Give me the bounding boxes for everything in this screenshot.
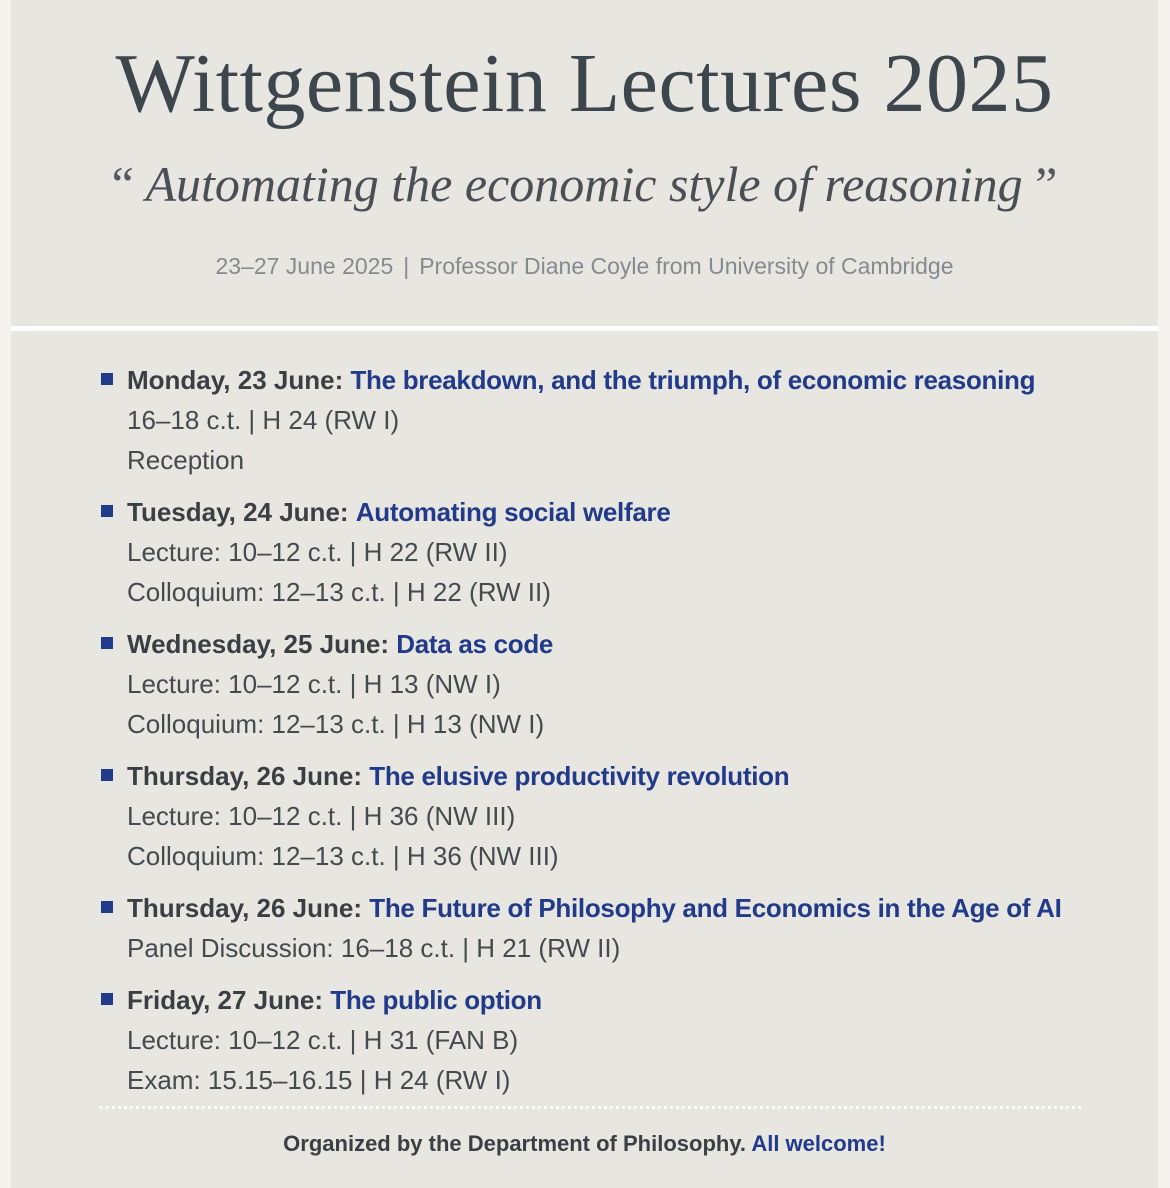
footer-organizer: Organized by the Department of Philosophy.: [283, 1131, 747, 1156]
entry-day: Friday, 27 June:: [127, 985, 324, 1015]
meta-separator: |: [403, 253, 410, 279]
entry-detail: Colloquium: 12–13 c.t. | H 13 (NW I): [127, 709, 545, 739]
entry-detail: Exam: 15.15–16.15 | H 24 (RW I): [127, 1065, 511, 1095]
entry-topic: The public option: [330, 985, 542, 1015]
entry-detail: Panel Discussion: 16–18 c.t. | H 21 (RW II): [127, 933, 621, 963]
entry-detail: Lecture: 10–12 c.t. | H 22 (RW II): [127, 537, 508, 567]
schedule-entry: [11, 624, 1158, 744]
entry-detail: Colloquium: 12–13 c.t. | H 22 (RW II): [127, 577, 551, 607]
poster-header: [11, 0, 1158, 328]
entry-topic: The Future of Philosophy and Economics in the Age of AI: [369, 893, 1062, 923]
open-quote: “: [111, 156, 134, 212]
entry-detail: Reception: [127, 445, 245, 475]
entry-day: Wednesday, 25 June:: [127, 629, 390, 659]
schedule-entry: [11, 492, 1158, 612]
event-speaker: Professor Diane Coyle from University of Cambridge: [419, 253, 954, 279]
entry-topic: The breakdown, and the triumph, of economic reasoning: [350, 365, 1036, 395]
entry-heading: [127, 624, 1158, 664]
entry-detail: Colloquium: 12–13 c.t. | H 36 (NW III): [127, 841, 559, 871]
footer-welcome: All welcome!: [751, 1131, 886, 1156]
square-bullet-icon: [101, 637, 113, 649]
event-dates: 23–27 June 2025: [215, 253, 394, 279]
entry-detail: 16–18 c.t. | H 24 (RW I): [127, 405, 400, 435]
square-bullet-icon: [101, 769, 113, 781]
lecture-poster: [11, 0, 1158, 1188]
schedule-entry: [11, 360, 1158, 480]
entry-detail: Lecture: 10–12 c.t. | H 13 (NW I): [127, 669, 501, 699]
event-meta: [11, 250, 1158, 282]
header-divider: [11, 326, 1158, 331]
entry-heading: [127, 888, 1158, 928]
entry-topic: Automating social welfare: [355, 497, 671, 527]
entry-day: Thursday, 26 June:: [127, 893, 363, 923]
entry-heading: [127, 756, 1158, 796]
poster-footer: [11, 1128, 1158, 1160]
footer-dotted-divider: [99, 1106, 1081, 1109]
schedule-entry: [11, 756, 1158, 876]
close-quote: ”: [1035, 156, 1058, 212]
square-bullet-icon: [101, 373, 113, 385]
subtitle-text: Automating the economic style of reasoning: [145, 156, 1023, 212]
entry-day: Tuesday, 24 June:: [127, 497, 349, 527]
entry-heading: [127, 360, 1158, 400]
entry-detail: Lecture: 10–12 c.t. | H 31 (FAN B): [127, 1025, 519, 1055]
schedule-entry: [11, 980, 1158, 1100]
square-bullet-icon: [101, 901, 113, 913]
entry-topic: Data as code: [396, 629, 554, 659]
schedule-entry: [11, 888, 1158, 968]
entry-topic: The elusive productivity revolution: [369, 761, 790, 791]
square-bullet-icon: [101, 505, 113, 517]
entry-heading: [127, 492, 1158, 532]
entry-day: Thursday, 26 June:: [127, 761, 363, 791]
poster-subtitle: [11, 152, 1158, 216]
entry-heading: [127, 980, 1158, 1020]
poster-title: Wittgenstein Lectures 2025: [115, 37, 1054, 130]
entry-day: Monday, 23 June:: [127, 365, 344, 395]
square-bullet-icon: [101, 993, 113, 1005]
entry-detail: Lecture: 10–12 c.t. | H 36 (NW III): [127, 801, 516, 831]
schedule-list: [11, 360, 1158, 1112]
